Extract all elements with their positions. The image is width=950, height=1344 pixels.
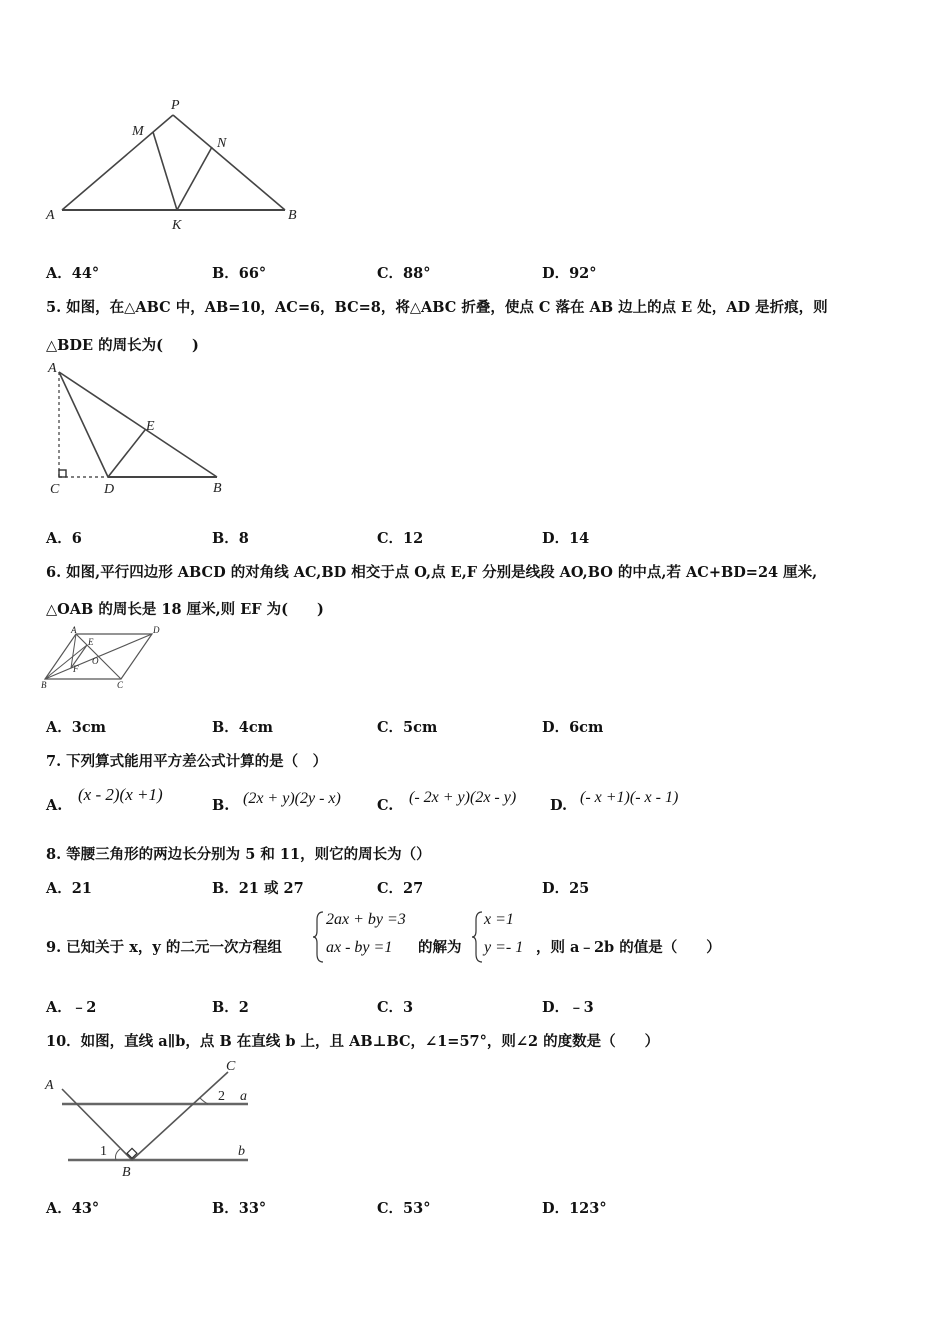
q10-label-a: A [45,1078,54,1093]
q5-right-angle-mark [59,470,66,477]
q4-label-b: B [288,208,297,223]
q4-segment-kn [177,147,212,210]
q9-stem-middle: 的解为 [418,939,462,956]
q8-option-b: B．21 或 27 [212,880,304,897]
q10-option-b: B．33° [212,1200,267,1217]
q6-label-f: F [73,664,79,674]
q8-option-a: A．21 [46,880,92,897]
q10-figure [40,1054,260,1184]
q6-figure [40,624,165,694]
q5-stem-line1: 5. 如图，在△ABC 中，AB=10，AC=6，BC=8，将△ABC 折叠，使点 C 落在 AB 边上的点 E 处，AD 是折痕，则 [46,299,828,316]
q4-option-d: D．92° [542,265,597,282]
q4-label-k: K [172,218,182,233]
q4-option-c: C．88° [377,265,431,282]
q4-option-b: B．66° [212,265,267,282]
q4-label-p: P [171,98,180,113]
q10-stem: 10．如图，直线 a∥b，点 B 在直线 b 上，且 AB⊥BC，∠1=57°，则∠2 的度数是（ ） [46,1033,660,1050]
q5-label-a: A [48,361,57,376]
q5-stem-line2: △BDE 的周长为( ) [46,337,199,354]
q6-segment-be [45,645,87,679]
q10-segment-bc [132,1072,228,1160]
q5-label-c: C [50,482,60,497]
q4-segment-mk [153,132,177,210]
q7-option-d-expr: (- x +1)(- x - 1) [580,789,679,806]
q5-option-c: C．12 [377,530,424,547]
q6-label-b: B [41,680,47,690]
q4-label-a: A [46,208,55,223]
q10-label-c: C [226,1059,236,1074]
q8-option-c: C．27 [377,880,424,897]
q10-label-line-b: b [238,1144,245,1159]
q9-option-c: C．3 [377,999,414,1016]
q7-option-c-letter: C. [377,797,394,814]
q4-figure [40,95,305,235]
q9-option-b: B．2 [212,999,249,1016]
q9-system-eq2: ax - by =1 [326,939,393,956]
q6-label-d: D [153,625,160,635]
q7-option-b-expr: (2x + y)(2y - x) [243,790,341,807]
q6-stem-line1: 6. 如图,平行四边形 ABCD 的对角线 AC,BD 相交于点 O,点 E,F 分别是线段 AO,BO 的中点,若 AC+BD=24 厘米, [46,564,818,581]
q9-solution-y: y =- 1 [484,939,524,956]
q4-label-m: M [132,124,144,139]
q9-stem-suffix: ，则 a﹣2b 的值是（ ） [536,939,721,956]
q10-option-a: A．43° [46,1200,100,1217]
q9-stem-prefix: 9. 已知关于 x，y 的二元一次方程组 [46,939,282,956]
q6-label-o: O [92,656,99,666]
q7-option-a-expr: (x - 2)(x +1) [78,785,163,804]
q5-option-d: D．14 [542,530,590,547]
q4-option-a: A．44° [46,265,100,282]
q10-angle1-arc [116,1149,121,1160]
q6-option-b: B．4cm [212,719,274,736]
q9-solution-x: x =1 [484,911,514,928]
q4-label-n: N [217,136,227,151]
q10-label-1: 1 [100,1144,107,1159]
q9-solution-brace [472,910,484,964]
q5-figure [42,360,242,500]
q6-label-e: E [88,637,94,647]
q10-label-b: B [122,1165,131,1180]
q10-option-d: D．123° [542,1200,607,1217]
q7-option-b-letter: B. [212,797,230,814]
q6-option-c: C．5cm [377,719,438,736]
q4-segment-ap [62,115,173,210]
q5-label-e: E [146,419,155,434]
q6-stem-line2: △OAB 的周长是 18 厘米,则 EF 为( ) [46,601,324,618]
q5-label-b: B [213,481,222,496]
q5-segment-de [108,430,145,477]
q9-system-eq1: 2ax + by =3 [326,911,406,928]
q6-label-c: C [117,680,124,690]
q7-option-a-letter: A. [46,797,63,814]
q7-option-c-expr: (- 2x + y)(2x - y) [409,789,517,806]
q7-stem: 7. 下列算式能用平方差公式计算的是（ ） [46,753,328,770]
q6-label-a: A [71,625,77,635]
q6-segment-fa [71,634,76,668]
q9-system-brace [313,910,325,964]
q9-option-d: D．﹣3 [542,999,594,1016]
q7-option-d-letter: D. [550,797,568,814]
q10-option-c: C．53° [377,1200,431,1217]
q10-label-2: 2 [218,1089,225,1104]
q4-segment-pb [173,115,285,210]
q5-option-b: B．8 [212,530,249,547]
q9-option-a: A．﹣2 [46,999,97,1016]
q10-label-line-a: a [240,1089,247,1104]
q8-stem: 8. 等腰三角形的两边长分别为 5 和 11，则它的周长为（） [46,846,431,863]
q5-option-a: A．6 [46,530,82,547]
q8-option-d: D．25 [542,880,590,897]
q10-segment-ab [62,1089,132,1160]
q6-option-a: A．3cm [46,719,107,736]
q5-label-d: D [104,482,115,497]
q6-option-d: D．6cm [542,719,604,736]
